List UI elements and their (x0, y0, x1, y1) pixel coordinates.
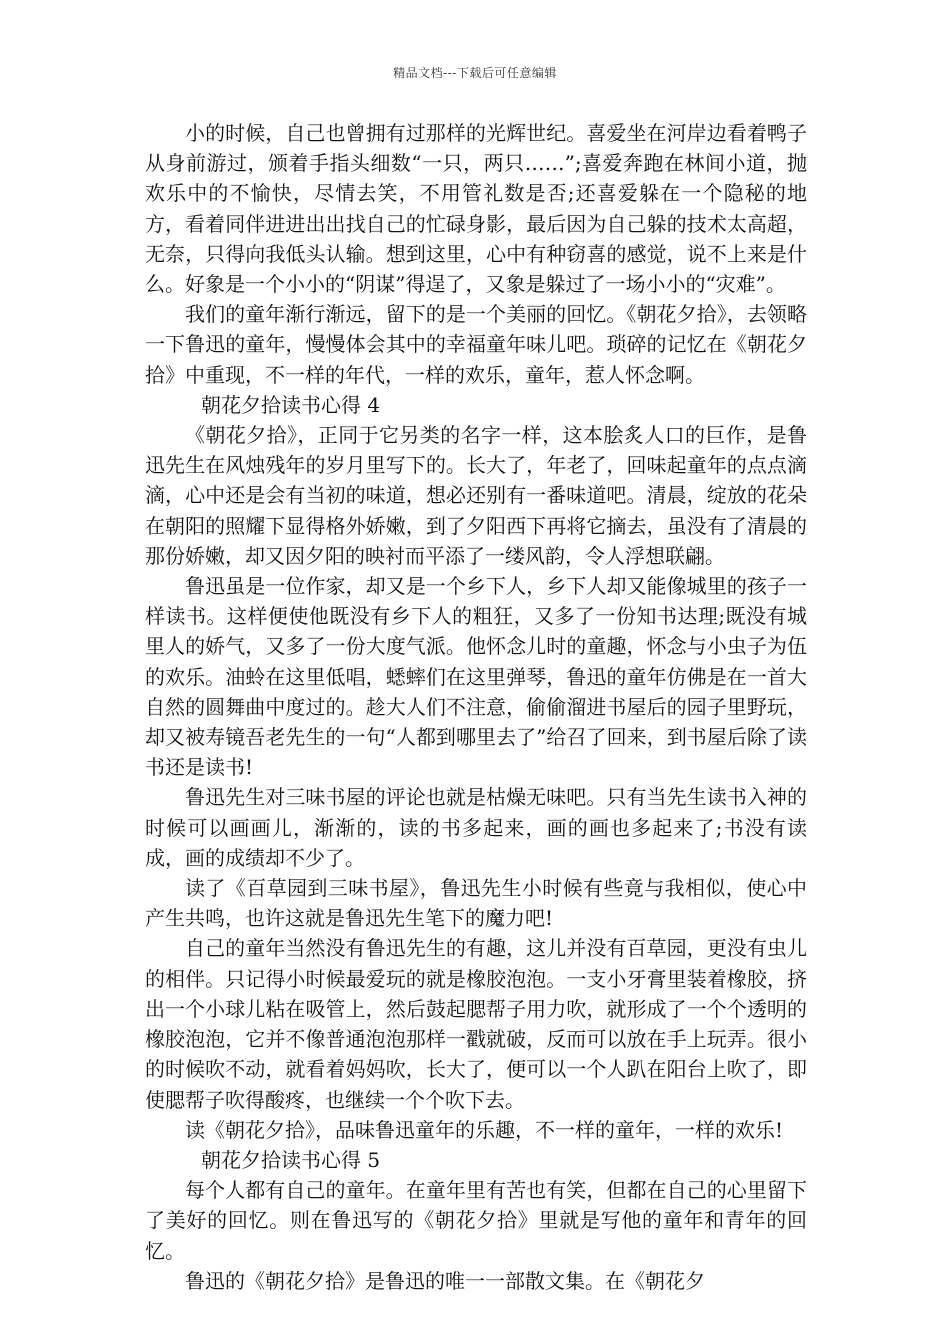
paragraph-luxun-country: 鲁迅虽是一位作家，却又是一个乡下人，乡下人却又能像城里的孩子一样读书。这样便使他既没有乡下人的粗狂，又多了一份知书达理;既没有城里人的娇气，又多了一份大度气派。他怀念儿时的童趣，怀念与小虫子为伍的欢乐。油蛉在这里低唱，蟋蟀们在这里弹琴，鲁迅的童年仿佛是在一首大自然的圆舞曲中度过的。趁大人们不注意，偷偷溜进书屋后的园子里野玩，却又被寿镜吾老先生的一句“人都到哪里去了”给召了回来，到书屋后除了读书还是读书! (145, 574, 807, 780)
document-body (145, 118, 807, 1296)
paragraph-essay-collection: 鲁迅的《朝花夕拾》是鲁迅的唯一一部散文集。在《朝花夕 (185, 1268, 705, 1293)
paragraph-fading-childhood: 我们的童年渐行渐远，留下的是一个美丽的回忆。《朝花夕拾》，去领略一下鲁迅的童年，慢慢体会其中的幸福童年味儿吧。琐碎的记忆在《朝花夕拾》中重现，不一样的年代，一样的欢乐，童年，惹人怀念啊。 (145, 302, 807, 387)
paragraph-resonance: 读了《百草园到三味书屋》，鲁迅先生小时候有些竟与我相似，使心中产生共鸣，也许这就是鲁迅先生笔下的魔力吧! (145, 876, 807, 931)
section-heading-5: 朝花夕拾读书心得 5 (201, 1147, 381, 1172)
paragraph-childhood-memories: 小的时候，自己也曾拥有过那样的光辉世纪。喜爱坐在河岸边看着鸭子从身前游过，颁着手指头细数“一只，两只……”;喜爱奔跑在林间小道，抛欢乐中的不愉快，尽情去笑，不用管礼数是否;还喜爱躲在一个隐秘的地方，看着同伴进进出出找自己的忙碌身影，最后因为自己躲的技术太高超，无奈，只得向我低头认输。想到这里，心中有种窃喜的感觉，说不上来是什么。好象是一个小小的“阴谋”得逞了，又象是躲过了一场小小的“灾难”。 (145, 121, 807, 297)
paragraph-own-childhood: 自己的童年当然没有鲁迅先生的有趣，这儿并没有百草园，更没有虫儿的相伴。只记得小时候最爱玩的就是橡胶泡泡。一支小牙膏里装着橡胶，挤出一个小球儿粘在吸管上，然后鼓起腮帮子用力吹，就形成了一个个透明的橡胶泡泡，它并不像普通泡泡那样一戳就破，反而可以放在手上玩弄。很小的时候吹不动，就看着妈妈吹，长大了，便可以一个人趴在阳台上吹了，即使腮帮子吹得酸疼，也继续一个个吹下去。 (145, 936, 807, 1112)
section-heading-4: 朝花夕拾读书心得 4 (201, 392, 381, 417)
paragraph-sanwei-study: 鲁迅先生对三味书屋的评论也就是枯燥无味吧。只有当先生读书入神的时候可以画画儿，渐渐的，读的书多起来，画的画也多起来了;书没有读成，画的成绩却不少了。 (145, 785, 807, 870)
paragraph-conclusion: 读《朝花夕拾》，品味鲁迅童年的乐趣，不一样的童年，一样的欢乐! (185, 1117, 784, 1142)
page-header: 精品文档---下载后可任意编辑 (393, 66, 557, 80)
paragraph-book-intro: 《朝花夕拾》，正同于它另类的名字一样，这本脍炙人口的巨作，是鲁迅先生在风烛残年的岁月里写下的。长大了，年老了，回味起童年的点点滴滴，心中还是会有当初的味道，想必还别有一番味道吧。清晨，绽放的花朵在朝阳的照耀下显得格外娇嫩，到了夕阳西下再将它摘去，虽没有了清晨的那份娇嫩，却又因夕阳的映衬而平添了一缕风韵，令人浮想联翩。 (145, 423, 807, 568)
paragraph-everyone-childhood: 每个人都有自己的童年。在童年里有苦也有笑，但都在自己的心里留下了美好的回忆。则在鲁迅写的《朝花夕拾》里就是写他的童年和青年的回忆。 (145, 1178, 807, 1263)
